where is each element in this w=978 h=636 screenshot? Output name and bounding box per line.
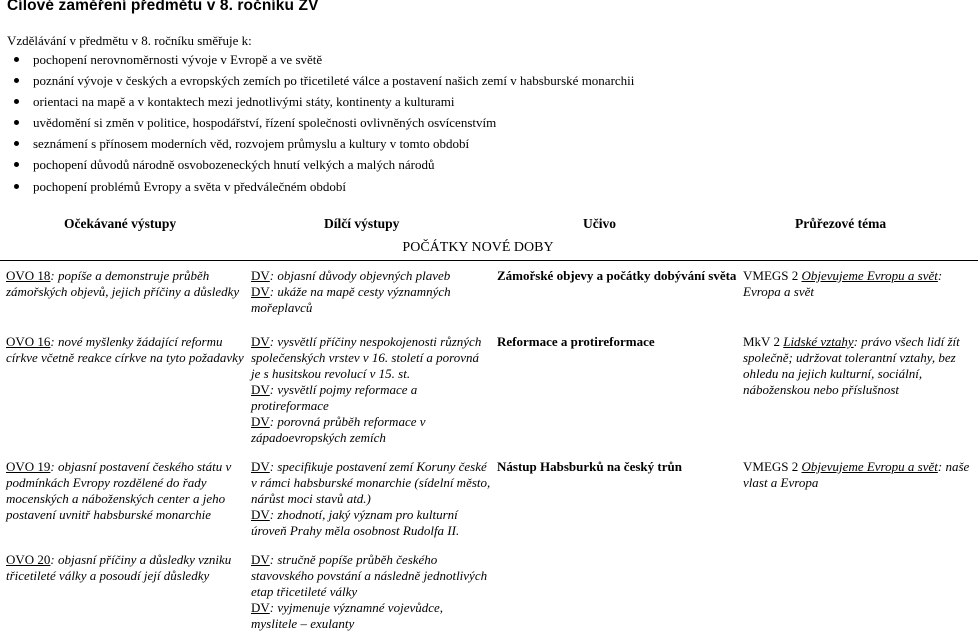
header-partial-outputs: Dílčí výstupy [324,216,400,231]
curriculum-table [0,260,978,632]
header-curriculum: Učivo [583,216,616,231]
goal-item: uvědomění si změn v politice, hospodářství, řízení společnosti ovlivněných osvícenstvím [0,112,634,133]
goal-item: pochopení důvodů národně osvobozeneckých hnutí velkých a malých národů [0,154,634,175]
goal-item: pochopení problémů Evropy a světa v předválečném období [0,176,634,197]
curriculum-cell: Reformace a protireformace [497,334,655,349]
expected-output-cell: OVO 16: nové myšlenky žádající reformu církve včetně reakce církve na tyto požadavky [6,334,244,365]
partial-output-cell: DV: objasní důvody objevných plaveb DV: ukáže na mapě cesty významných mořeplavců [245,261,491,317]
table-row [0,261,978,317]
curriculum-cell: Nástup Habsburků na český trůn [497,459,682,474]
table-row [0,327,978,446]
curriculum-cell: Zámořské objevy a počátky dobývání světa [491,261,737,317]
goal-item: seznámení s přínosem moderních věd, rozvojem průmyslu a kultury v tomto období [0,133,634,154]
partial-output-cell: DV: vysvětlí příčiny nespokojenosti různých společenských vrstev v 16. století a porovná je s husitskou revolucí v 15. st. DV: vysvětlí pojmy reformace a protireformace DV: porovná průběh reformace v západoevropských zemích [251,334,482,445]
intro-text: Vzdělávání v předmětu v 8. ročníku směřuje k: [7,33,252,48]
table-header-row [0,212,960,234]
table-row [0,545,978,632]
partial-output-cell: DV: stručně popíše průběh českého stavovského povstání a následně jednotlivých etap třicetileté války DV: vyjmenuje významné vojevůdce, myslitele – exulanty [251,552,488,631]
cross-topic-cell [737,545,978,632]
curriculum-cell [491,545,737,632]
section-title: POČÁTKY NOVÉ DOBY [402,240,554,255]
goals-list [0,49,634,197]
goal-item: pochopení nerovnoměrnosti vývoje v Evropě a ve světě [0,49,634,70]
table-row [0,452,978,539]
expected-output-cell: OVO 19: objasní postavení českého státu v podmínkách Evropy rozdělené do řady mocenských a náboženských center a jeho postavení uvnitř habsburské monarchie [6,459,232,522]
header-expected-outputs: Očekávané výstupy [64,216,177,231]
expected-output-cell: OVO 20: objasní příčiny a důsledky vzniku třicetileté války a posoudí její důsledky [6,552,232,583]
partial-output-cell: DV: specifikuje postavení zemí Koruny české v rámci habsburské monarchie (sídelní město, nárůst moci stavů atd.) DV: zhodnotí, jaký význam pro kulturní úroveň Prahy měla osobnost Rudolfa II. [251,459,491,538]
cross-topic-cell: VMEGS 2 Objevujeme Evropu a svět: Evropa a svět [737,261,978,317]
goal-item: orientaci na mapě a v kontaktech mezi jednotlivými státy, kontinenty a kulturami [0,91,634,112]
expected-output-cell: OVO 18: popíše a demonstruje průběh zámořských objevů, jejich příčiny a důsledky [0,261,245,317]
header-cross-topic: Průřezové téma [795,216,887,231]
goal-item: poznání vývoje v českých a evropských zemích po třicetileté válce a postavení našich zemí v habsburské monarchii [0,70,634,91]
cross-topic-cell: MkV 2 Lidské vztahy: právo všech lidí žít společně; udržovat tolerantní vztahy, bez ohledu na jejich kulturní, sociální, náboženskou nebo příslušnost [743,334,960,397]
cross-topic-cell: VMEGS 2 Objevujeme Evropu a svět: naše vlast a Evropa [743,459,970,490]
page-title: Cílové zaměření předmětu v 8. ročníku ZV [7,0,319,14]
